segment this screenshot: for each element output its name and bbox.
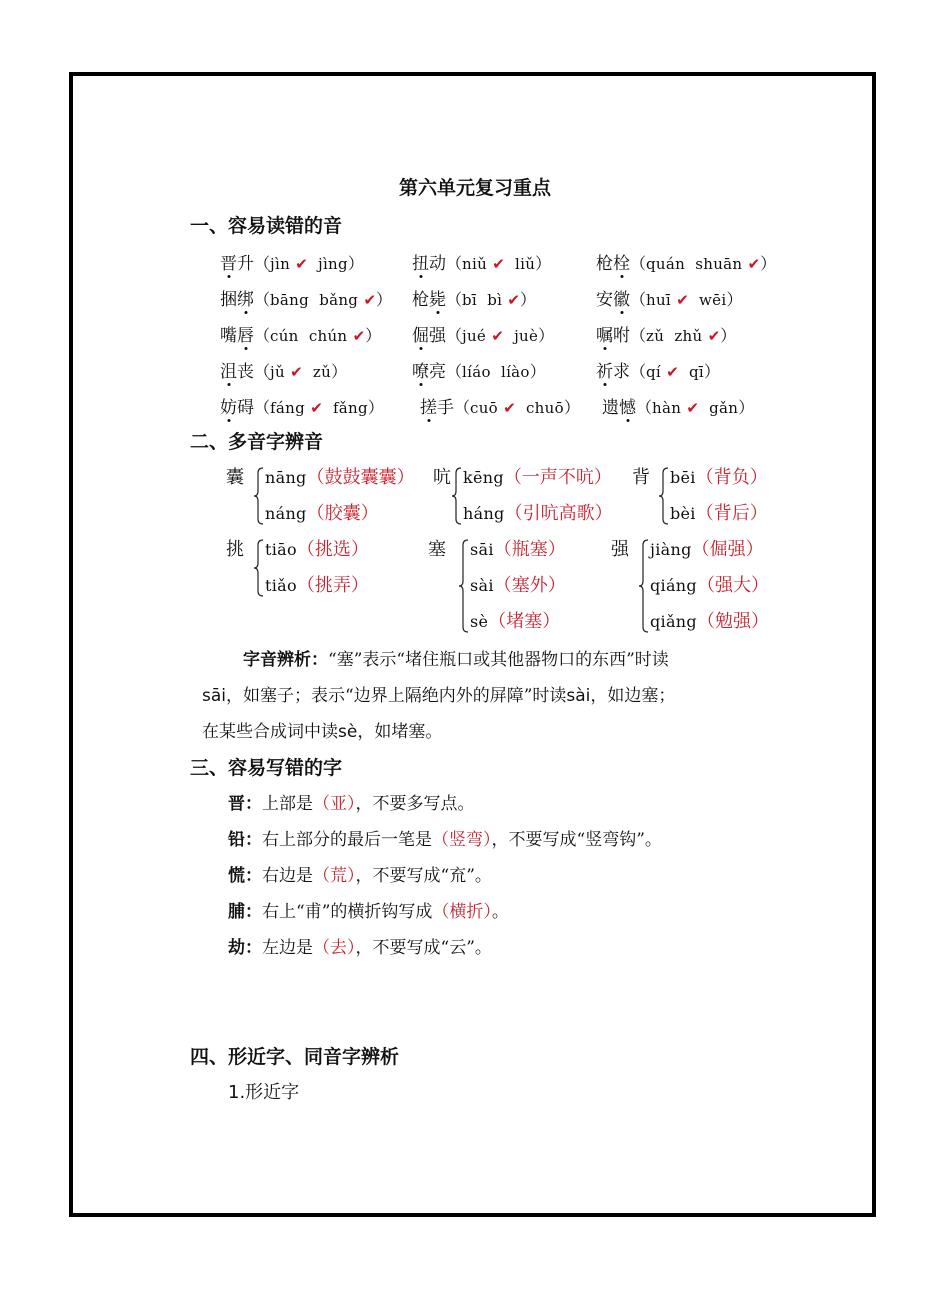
polyphone-reading [265,463,415,489]
pinyin-option-b: wēi [699,291,727,309]
paren-close: ） [749,467,768,488]
check-icon: ✔ [284,363,303,381]
paren-close: ） [750,611,769,632]
paren-close: ） [538,326,555,345]
paren-open: （ [695,503,714,524]
section4-subheading: 1.形近字 [228,1082,300,1103]
pron-char: 动 [429,254,446,274]
brace-icon [451,467,463,525]
pinyin-option-b: líào [500,363,530,381]
spacer [303,362,313,381]
pron-item [596,285,742,310]
pinyin-option-b: chuō [525,399,564,417]
polyphone-reading [650,535,764,561]
paren-open: （ [503,467,522,488]
miswrite-answer: （竖弯） [432,830,492,850]
polyphone-reading [650,571,769,597]
polyphone-reading [463,463,612,489]
analysis-text3a: 在某些合成词中读 [202,722,338,742]
page-title: 第六单元复习重点 [398,177,551,199]
pron-char: 毙 [429,290,446,310]
pinyin-option-a: fáng [270,399,305,417]
pron-char: 强 [429,326,446,346]
analysis-label: 字音辨析： [243,650,328,670]
pinyin-option-b: qī [688,363,704,381]
pinyin-option-a: hàn [652,399,682,417]
check-icon: ✔ [304,399,323,417]
paren-close: ） [350,539,369,560]
spacer [504,326,514,345]
paren-close: ） [376,290,393,309]
reading-pinyin: nāng [265,468,307,487]
check-icon: ✔ [681,399,699,417]
paren-open: （ [306,467,325,488]
paren-close: ） [738,398,755,417]
pron-char: 嘹 [412,362,429,382]
paren-open: （ [488,611,507,632]
miswrite-text: 左边是 [262,938,313,958]
pron-item [420,393,580,418]
paren-open: （ [696,611,715,632]
pron-item [220,321,381,346]
reading-pinyin: kēng [463,468,504,487]
pinyin-option-a: bī [462,291,478,309]
spacer [323,398,333,417]
paren-close: ） [547,575,566,596]
miswrite-item [228,861,492,886]
pron-char: 妨 [220,398,237,418]
paren-close: ） [331,362,348,381]
pron-item [220,249,364,274]
pron-char: 求 [613,362,630,382]
polyphone-reading [670,499,768,525]
pinyin-option-a: zǔ [646,327,665,345]
reading-pinyin: tiāo [265,540,297,559]
spacer [299,326,309,345]
paren-open: （ [254,326,271,345]
miswrite-item [228,897,509,922]
pron-item [220,393,384,418]
pinyin-option-b: liǔ [515,255,536,273]
check-icon: ✔ [671,291,689,309]
reading-word: 鼓鼓囊囊 [324,467,397,488]
paren-close: ） [760,254,777,273]
miswrite-answer: （亚） [313,794,356,814]
pron-item [596,249,776,274]
reading-word: 挑选 [314,539,351,560]
pinyin-option-a: jǔ [270,363,285,381]
miswrite-char: 铅： [228,830,262,850]
paren-open: （ [630,254,647,273]
polyphone-char: 吭 [433,467,451,488]
analysis-pinyin-sai4: sài [566,686,591,706]
paren-open: （ [493,575,512,596]
pinyin-option-a: quán [646,255,686,273]
miswrite-char: 晋： [228,794,262,814]
miswrite-note: ，不要写成“竖弯钩”。 [491,830,662,850]
brace-icon [638,539,650,633]
pinyin-option-a: huī [646,291,672,309]
paren-close: ） [529,362,546,381]
pron-char: 倔 [412,326,429,346]
analysis-line1 [243,645,669,670]
paren-open: （ [691,539,710,560]
pron-char: 咐 [613,326,630,346]
polyphone-char: 挑 [226,539,244,560]
miswrite-note: ，不要写成“㐬”。 [355,866,492,886]
reading-pinyin: jiàng [650,540,692,559]
miswrite-item [228,825,662,850]
section3-heading: 三、容易写错的字 [190,757,343,779]
analysis-text2b: ，如边塞； [590,686,676,706]
paren-close: ） [396,467,415,488]
reading-pinyin: náng [265,504,307,523]
paren-open: （ [695,467,714,488]
pron-char: 丧 [237,362,254,382]
pron-char: 唇 [237,326,254,346]
reading-pinyin: háng [463,504,505,523]
polyphone-char: 背 [632,467,650,488]
pron-item [220,285,392,310]
paren-open: （ [696,575,715,596]
miswrite-item [228,789,475,814]
paren-open: （ [454,398,471,417]
pinyin-option-a: niǔ [462,255,488,273]
miswrite-note: 。 [491,902,509,922]
paren-close: ） [365,326,382,345]
spacer [516,398,526,417]
brace-icon [458,539,470,633]
pron-char: 捆 [220,290,237,310]
pron-char: 亮 [429,362,446,382]
paren-close: ） [745,539,764,560]
paren-open: （ [446,362,463,381]
miswrite-char: 脯： [228,902,262,922]
miswrite-text: 上部是 [262,794,313,814]
paren-close: ） [720,326,737,345]
reading-word: 一声不吭 [521,467,594,488]
pron-char: 徽 [613,290,630,310]
pron-item [412,285,536,310]
paren-close: ） [750,575,769,596]
pron-char: 憾 [619,398,636,418]
paren-open: （ [296,539,315,560]
pinyin-option-a: bāng [270,291,310,309]
section2-heading: 二、多音字辨音 [190,431,324,453]
pinyin-option-a: qí [646,363,662,381]
check-icon: ✔ [498,399,516,417]
miswrite-answer: （去） [313,938,356,958]
polyphone-char: 强 [611,539,629,560]
pron-item [412,357,546,382]
spacer [679,362,689,381]
pinyin-option-b: fǎng [332,399,368,417]
paren-open: （ [630,362,647,381]
pron-char: 扭 [412,254,429,274]
polyphone-char: 囊 [226,467,244,488]
polyphone-reading [470,571,566,597]
check-icon: ✔ [486,327,504,345]
polyphone-reading [265,499,379,525]
pinyin-option-b: jìng [318,255,348,273]
pinyin-option-b: gǎn [709,399,739,417]
reading-pinyin: bèi [670,504,696,523]
paren-close: ） [350,575,369,596]
polyphone-reading [265,571,369,597]
pron-char: 枪 [596,254,613,274]
spacer [477,290,487,309]
spacer [309,290,319,309]
paren-close: ） [367,398,384,417]
pron-char: 栓 [613,254,630,274]
reading-word: 强大 [714,575,751,596]
brace-icon [253,467,265,525]
reading-word: 勉强 [714,611,751,632]
pron-char: 碍 [237,398,254,418]
pinyin-option-a: jìn [270,255,291,273]
paren-close: ） [703,362,720,381]
analysis-pinyin-sai1: sāi [202,686,226,706]
pinyin-option-b: bì [487,291,503,309]
pinyin-option-a: cún [270,327,299,345]
paren-open: （ [636,398,653,417]
reading-word: 胶囊 [324,503,361,524]
reading-pinyin: qiáng [650,576,697,595]
pron-item [220,357,347,382]
reading-word: 堵塞 [506,611,543,632]
pinyin-option-b: zhǔ [674,327,703,345]
check-icon: ✔ [502,291,520,309]
paren-open: （ [254,398,271,417]
pron-char: 祈 [596,362,613,382]
miswrite-text: 右边是 [262,866,313,886]
paren-close: ） [594,503,613,524]
polyphone-reading [650,607,769,633]
paren-open: （ [254,254,271,273]
paren-open: （ [446,290,463,309]
analysis-text1: “塞”表示“堵住瓶口或其他器物口的东西”时读 [328,650,669,670]
spacer [664,326,674,345]
pron-item [596,357,720,382]
polyphone-reading [463,499,613,525]
spacer [685,254,695,273]
section4-heading: 四、形近字、同音字辨析 [190,1046,400,1068]
check-icon: ✔ [358,291,377,309]
miswrite-note: ，不要多写点。 [355,794,475,814]
check-icon: ✔ [347,327,366,345]
pron-item [412,321,554,346]
analysis-text3b: ，如堵塞。 [357,722,443,742]
miswrite-char: 劫： [228,938,262,958]
reading-pinyin: tiǎo [265,576,297,595]
pron-char: 沮 [220,362,237,382]
reading-pinyin: sài [470,576,494,595]
paren-close: ） [542,611,561,632]
pron-char: 嘱 [596,326,613,346]
polyphone-reading [470,535,566,561]
pinyin-option-b: zǔ [312,363,332,381]
pron-char: 嘴 [220,326,237,346]
pinyin-option-a: líáo [462,363,491,381]
reading-pinyin: bēi [670,468,696,487]
check-icon: ✔ [661,363,679,381]
paren-close: ） [519,290,536,309]
paren-open: （ [493,539,512,560]
pron-char: 升 [237,254,254,274]
paren-open: （ [630,290,647,309]
paren-open: （ [446,326,463,345]
paren-close: ） [749,503,768,524]
check-icon: ✔ [742,255,761,273]
reading-word: 倔强 [709,539,746,560]
paren-open: （ [446,254,463,273]
reading-pinyin: sè [470,612,489,631]
miswrite-char: 慌： [228,866,262,886]
spacer [308,254,318,273]
polyphone-reading [470,607,560,633]
paren-close: ） [726,290,743,309]
paren-close: ） [360,503,379,524]
reading-word: 塞外 [511,575,548,596]
paren-open: （ [296,575,315,596]
miswrite-note: ，不要写成“云”。 [355,938,492,958]
pron-char: 绑 [237,290,254,310]
pron-char: 搓 [420,398,437,418]
paren-close: ） [347,254,364,273]
spacer [491,362,501,381]
paren-close: ） [547,539,566,560]
polyphone-reading [265,535,369,561]
miswrite-text: 右上“甫”的横折钩写成 [262,902,433,922]
paren-close: ） [563,398,580,417]
miswrite-answer: （横折） [432,902,492,922]
pron-char: 安 [596,290,613,310]
section1-heading: 一、容易读错的音 [190,215,343,237]
reading-pinyin: qiǎng [650,612,697,631]
pron-item [596,321,736,346]
brace-icon [253,539,265,597]
pron-char: 手 [437,398,454,418]
reading-word: 瓶塞 [511,539,548,560]
pron-char: 晋 [220,254,237,274]
reading-pinyin: sāi [470,540,494,559]
pinyin-option-b: shuān [695,255,743,273]
spacer [699,398,709,417]
paren-open: （ [306,503,325,524]
pinyin-option-b: juè [514,327,539,345]
check-icon: ✔ [487,255,505,273]
reading-word: 挑弄 [314,575,351,596]
miswrite-answer: （荒） [313,866,356,886]
polyphone-char: 塞 [428,539,446,560]
paren-open: （ [254,290,271,309]
pinyin-option-a: cuō [470,399,499,417]
pinyin-option-a: jué [462,327,487,345]
analysis-line3 [202,717,442,742]
analysis-pinyin-se: sè [338,722,358,742]
pinyin-option-b: chún [308,327,348,345]
reading-word: 引吭高歌 [522,503,595,524]
spacer [505,254,515,273]
reading-word: 背后 [713,503,750,524]
polyphone-reading [670,463,768,489]
paren-open: （ [254,362,271,381]
analysis-text2a: ，如塞子；表示“边界上隔绝内外的屏障”时读 [226,686,567,706]
paren-close: ） [593,467,612,488]
miswrite-item [228,933,492,958]
pron-item [412,249,551,274]
brace-icon [658,467,670,525]
pron-char: 枪 [412,290,429,310]
pron-item [602,393,754,418]
pron-char: 遗 [602,398,619,418]
miswrite-text: 右上部分的最后一笔是 [262,830,432,850]
paren-close: ） [535,254,552,273]
reading-word: 背负 [713,467,750,488]
check-icon: ✔ [702,327,721,345]
paren-open: （ [504,503,523,524]
paren-open: （ [630,326,647,345]
pinyin-option-b: bǎng [319,291,359,309]
check-icon: ✔ [290,255,308,273]
spacer [689,290,699,309]
analysis-line2 [202,681,675,706]
